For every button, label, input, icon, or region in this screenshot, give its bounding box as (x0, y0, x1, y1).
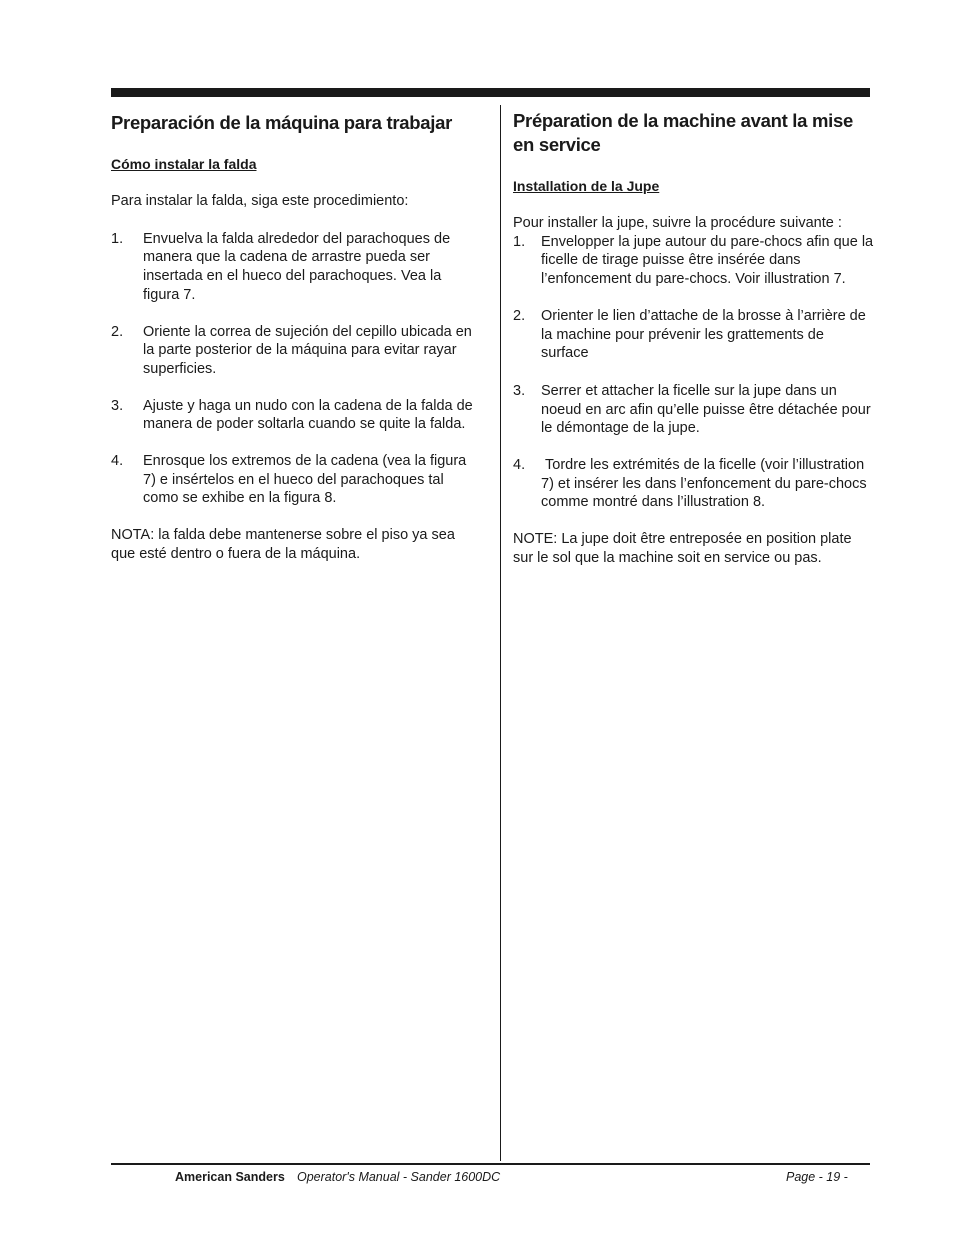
step-text: Ajuste y haga un nudo con la cadena de la falda de manera de poder soltarla cuando se quite la falda. (143, 397, 473, 433)
list-item (513, 456, 875, 512)
note-text-fr: NOTE: La jupe doit être entreposée en position plate sur le sol que la machine soit en service ou pas. (513, 531, 852, 566)
step-number: 1. (111, 230, 124, 247)
column-divider (500, 105, 501, 1161)
footer-rule (111, 1163, 870, 1165)
subsection-title-fr: Installation de la Jupe (513, 178, 660, 194)
list-item (111, 452, 476, 508)
step-text: Oriente la correa de sujeción del cepillo ubicada en la parte posterior de la máquina para evitar rayar superficies. (143, 323, 472, 377)
note-text-es: NOTA: la falda debe mantenerse sobre el piso ya sea que esté dentro o fuera de la máquina. (111, 527, 455, 562)
top-rule (111, 88, 870, 97)
step-number: 2. (111, 323, 124, 340)
step-text: Enrosque los extremos de la cadena (vea la figura 7) e insértelos en el hueco del parachoques tal como se exhibe en la figura 8. (143, 453, 467, 507)
step-number: 3. (111, 397, 124, 414)
spanish-column (111, 109, 476, 564)
steps-list-fr (513, 233, 875, 512)
step-number: 4. (111, 453, 124, 470)
step-number: 1. (513, 233, 526, 250)
subsection-title-es: Cómo instalar la falda (111, 156, 257, 172)
list-item (111, 323, 476, 379)
step-number: 3. (513, 382, 526, 399)
step-text: Orienter le lien d’attache de la brosse à l’arrière de la machine pour prévenir les grattements de surface (541, 307, 866, 362)
section-title-fr: Préparation de la machine avant la mise en service (513, 110, 853, 155)
page-number: Page - 19 - (786, 1170, 848, 1184)
french-column (513, 109, 875, 568)
list-item (111, 230, 476, 305)
list-item (111, 397, 476, 434)
intro-text-es: Para instalar la falda, siga este procedimiento: (111, 193, 409, 209)
steps-list-es (111, 230, 476, 508)
step-text: Envuelva la falda alrededor del parachoques de manera que la cadena de arrastre pueda ser insertada en el hueco del parachoques. Vea la figura 7. (143, 230, 451, 303)
intro-text-fr: Pour installer la jupe, suivre la procédure suivante : (513, 215, 842, 231)
step-number: 4. (513, 457, 526, 474)
list-item (513, 307, 875, 363)
section-title-es: Preparación de la máquina para trabajar (111, 112, 452, 133)
step-number: 2. (513, 307, 526, 324)
list-item (513, 233, 875, 289)
step-text: Serrer et attacher la ficelle sur la jupe dans un noeud en arc afin qu’elle puisse être détachée pour le démontage de la jupe. (541, 382, 871, 437)
list-item (513, 382, 875, 438)
footer-manual-title: Operator's Manual - Sander 1600DC (297, 1170, 501, 1184)
step-text: Tordre les extrémités de la ficelle (voir l’illustration 7) et insérer les dans l’enfoncement du pare-chocs comme montré dans l’illustration 8. (541, 457, 871, 511)
step-text: Envelopper la jupe autour du pare-chocs afin que la ficelle de tirage puisse être insérée dans l’enfoncement du pare-chocs. Voir illustration 7. (541, 233, 874, 288)
footer-brand: American Sanders (175, 1170, 285, 1184)
